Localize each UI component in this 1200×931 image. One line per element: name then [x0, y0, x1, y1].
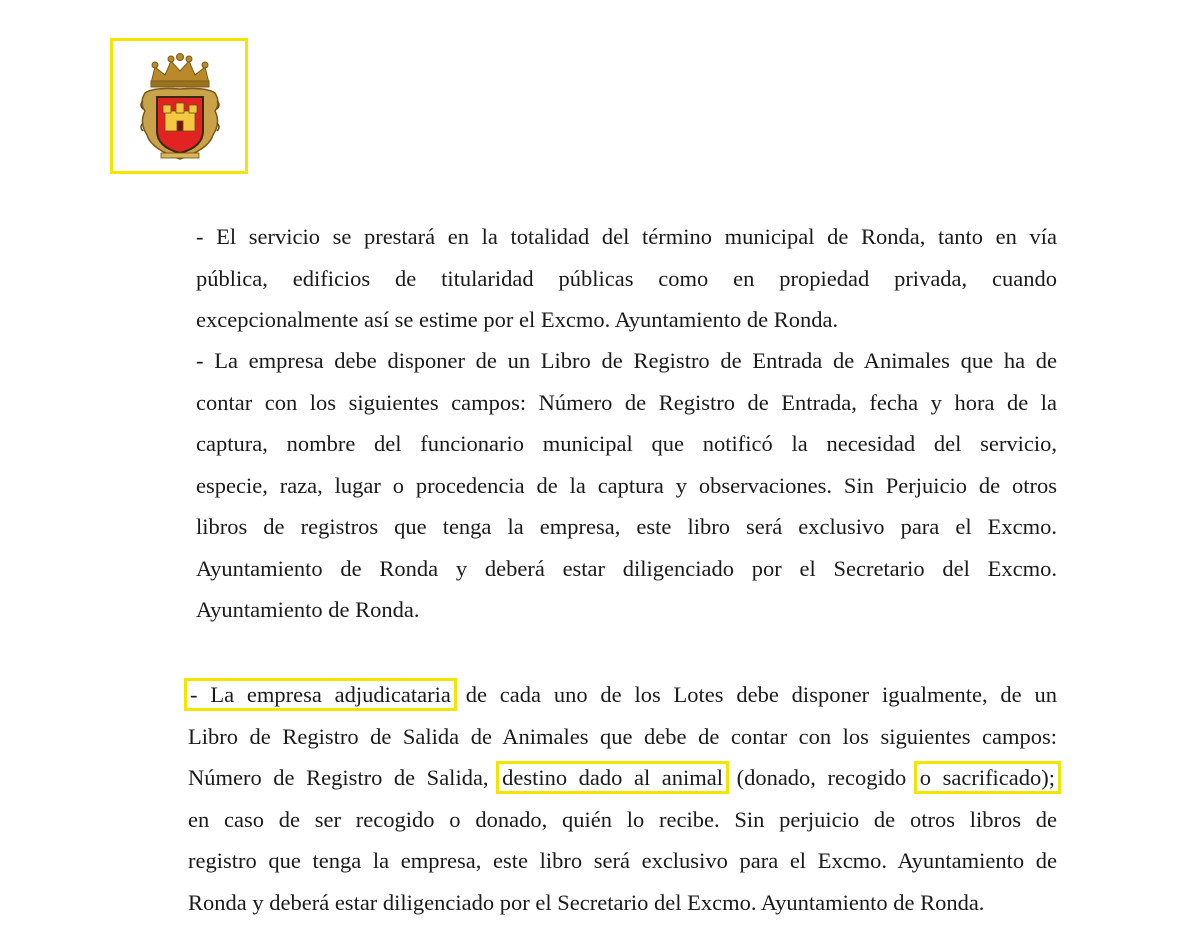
text-line: contar con los siguientes campos: Número de Registro de Entrada, fecha y hora de la: [196, 389, 1057, 415]
highlight-destino-dado: destino dado al animal: [502, 765, 724, 790]
text-line: Ayuntamiento de Ronda y deberá estar diligenciado por el Secretario del Excmo.: [196, 555, 1057, 581]
text-line: pública, edificios de titularidad públicas como en propiedad privada, cuando: [196, 265, 1057, 291]
text-line: en caso de ser recogido o donado, quién lo recibe. Sin perjuicio de otros libros de: [188, 806, 1057, 832]
text-span: Número de Registro de Salida,: [188, 765, 489, 790]
text-line: [188, 674, 1057, 716]
text-line: especie, raza, lugar o procedencia de la captura y observaciones. Sin Perjuicio de otros: [196, 472, 1057, 498]
highlight-empresa-adjudicataria: - La empresa adjudicataria: [190, 682, 451, 707]
text-line: [188, 757, 1057, 799]
text-line: Ayuntamiento de Ronda.: [196, 597, 420, 622]
text-line: Libro de Registro de Salida de Animales que debe de contar con los siguientes campos:: [188, 723, 1057, 749]
paragraph-service-scope: [196, 216, 1057, 341]
text-span: (donado, recogido: [736, 765, 907, 790]
text-line: - El servicio se prestará en la totalidad del término municipal de Ronda, tanto en vía: [196, 224, 1057, 249]
text-line: Ronda y deberá estar diligenciado por el Secretario del Excmo. Ayuntamiento de Ronda.: [188, 889, 985, 915]
text-line: excepcionalmente así se estime por el Excmo. Ayuntamiento de Ronda.: [196, 307, 839, 332]
paragraph-entry-register: [196, 340, 1057, 631]
highlight-sacrificado: o sacrificado);: [919, 765, 1056, 790]
paragraph-exit-register: [188, 674, 1057, 923]
text-line: libros de registros que tenga la empresa, este libro será exclusivo para el Excmo.: [196, 514, 1057, 539]
ronda-coat-of-arms-icon: [137, 53, 223, 165]
text-line: registro que tenga la empresa, este libro será exclusivo para el Excmo. Ayuntamiento de: [188, 848, 1057, 873]
text-line: captura, nombre del funcionario municipal que notificó la necesidad del servicio,: [196, 431, 1057, 456]
text-line: - La empresa debe disponer de un Libro de Registro de Entrada de Animales que ha de: [196, 348, 1057, 373]
text-span: de cada uno de los Lotes debe disponer igualmente, de un: [452, 682, 1057, 707]
crest-highlight-box: [110, 38, 248, 174]
